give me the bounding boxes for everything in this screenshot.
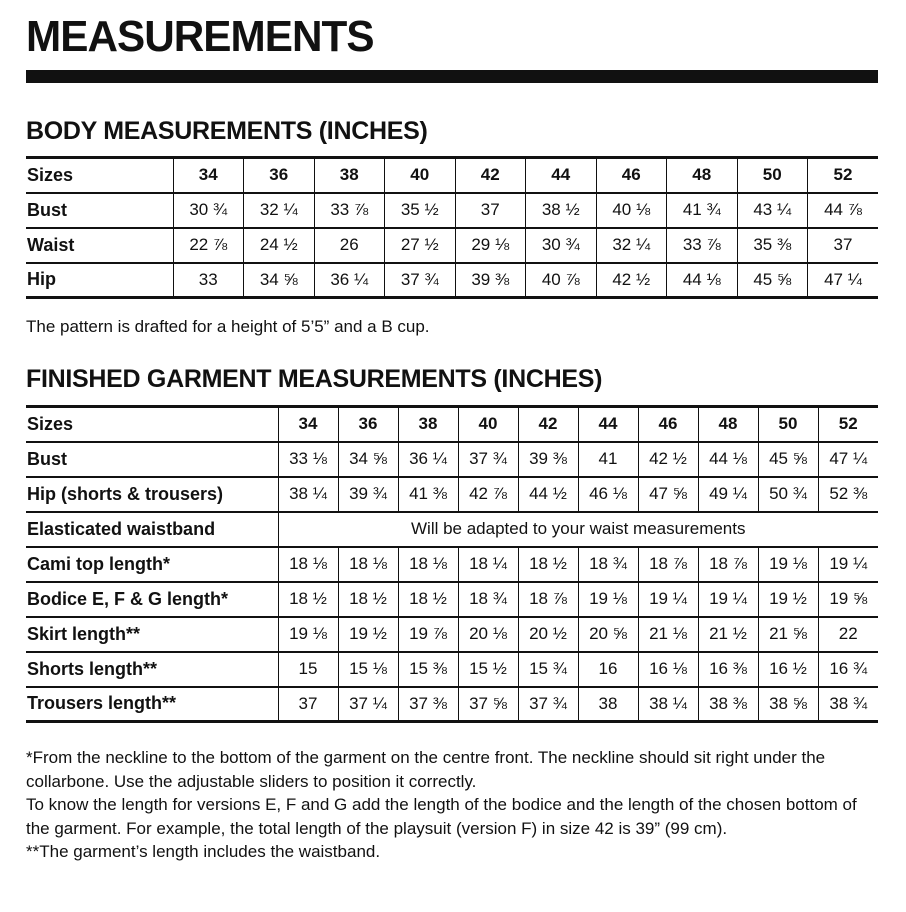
measurement-cell: 37 ¾: [385, 263, 456, 298]
measurement-cell: 41: [578, 442, 638, 477]
size-header-cell: 50: [758, 407, 818, 442]
measurement-cell: 49 ¼: [698, 477, 758, 512]
measurement-cell: 26: [314, 228, 385, 263]
size-header-cell: 34: [278, 407, 338, 442]
row-label: Elasticated waistband: [26, 512, 278, 547]
measurement-cell: 33 ⅛: [278, 442, 338, 477]
body-measurements-title: BODY MEASUREMENTS (INCHES): [26, 117, 428, 145]
body-measurements-header-row: [26, 158, 878, 193]
measurement-cell: 21 ⅛: [638, 617, 698, 652]
measurement-cell: 19 ⅛: [578, 582, 638, 617]
row-label: Waist: [26, 228, 173, 263]
finished-garment-notes: [26, 746, 878, 864]
size-header-cell: 44: [578, 407, 638, 442]
size-header-cell: 52: [818, 407, 878, 442]
measurement-cell: 19 ¼: [818, 547, 878, 582]
measurement-cell: 40 ⅞: [526, 263, 597, 298]
measurement-cell: 15 ¾: [518, 652, 578, 687]
finished-garment-row: [26, 582, 878, 617]
measurement-cell: 18 ¾: [578, 547, 638, 582]
footnote-versions: To know the length for versions E, F and G add the length of the bodice and the length of the chosen bottom of the garment. For example, the total length of the playsuit (version F) in size 42 is 39” (99 cm).: [26, 795, 857, 838]
measurement-cell: 37 ⅝: [458, 687, 518, 722]
measurement-cell: 32 ¼: [244, 193, 315, 228]
sizes-header-label: Sizes: [26, 407, 278, 442]
measurement-cell: 39 ¾: [338, 477, 398, 512]
sizes-header-label: Sizes: [26, 158, 173, 193]
row-label: Hip (shorts & trousers): [26, 477, 278, 512]
measurement-cell: 19 ¼: [638, 582, 698, 617]
measurement-cell: 47 ⅝: [638, 477, 698, 512]
measurement-cell: 34 ⅝: [338, 442, 398, 477]
measurement-cell: 18 ½: [278, 582, 338, 617]
measurement-cell: 37: [808, 228, 879, 263]
measurement-cell: 45 ⅝: [737, 263, 808, 298]
footnote-neckline: *From the neckline to the bottom of the garment on the centre front. The neckline should sit right under the collarbone. Use the adjustable sliders to position it correctly.: [26, 748, 826, 791]
measurement-cell: 19 ½: [338, 617, 398, 652]
size-header-cell: 34: [173, 158, 244, 193]
finished-garment-title: FINISHED GARMENT MEASUREMENTS (INCHES): [26, 365, 603, 393]
title-divider: [26, 70, 878, 83]
size-header-cell: 52: [808, 158, 879, 193]
measurement-cell: 19 ⅛: [758, 547, 818, 582]
size-header-cell: 48: [667, 158, 738, 193]
measurement-cell: 19 ⅝: [818, 582, 878, 617]
finished-garment-header-row: [26, 407, 878, 442]
measurement-cell: 42 ⅞: [458, 477, 518, 512]
size-header-cell: 40: [458, 407, 518, 442]
measurement-cell: 20 ½: [518, 617, 578, 652]
size-header-cell: 38: [398, 407, 458, 442]
measurement-cell: 16 ⅛: [638, 652, 698, 687]
row-label: Bodice E, F & G length*: [26, 582, 278, 617]
measurement-cell: 36 ¼: [398, 442, 458, 477]
page-title: MEASUREMENTS: [26, 12, 374, 61]
measurement-cell: 20 ⅛: [458, 617, 518, 652]
body-measurements-row: [26, 193, 878, 228]
finished-garment-row: [26, 687, 878, 722]
measurement-cell: 37 ⅜: [398, 687, 458, 722]
row-label: Bust: [26, 442, 278, 477]
measurement-cell: 32 ¼: [596, 228, 667, 263]
finished-garment-table: [26, 405, 878, 723]
measurement-cell: 35 ½: [385, 193, 456, 228]
measurement-cell: 47 ¼: [808, 263, 879, 298]
measurement-cell: 18 ⅛: [278, 547, 338, 582]
body-measurements-table: [26, 156, 878, 299]
measurement-cell: 33: [173, 263, 244, 298]
measurement-cell: 44 ⅛: [667, 263, 738, 298]
measurement-cell: 37 ¼: [338, 687, 398, 722]
measurement-cell: 50 ¾: [758, 477, 818, 512]
finished-garment-row: [26, 547, 878, 582]
measurement-cell: 33 ⅞: [314, 193, 385, 228]
footnote-waistband: **The garment’s length includes the waistband.: [26, 842, 381, 862]
row-label: Cami top length*: [26, 547, 278, 582]
measurement-cell: 38 ¾: [818, 687, 878, 722]
row-label: Hip: [26, 263, 173, 298]
measurement-cell: 42 ½: [638, 442, 698, 477]
measurement-cell: 44 ½: [518, 477, 578, 512]
measurement-cell: 29 ⅛: [455, 228, 526, 263]
finished-garment-row: [26, 512, 878, 547]
measurement-cell: 15: [278, 652, 338, 687]
measurement-cell: 18 ½: [518, 547, 578, 582]
measurement-cell: 21 ½: [698, 617, 758, 652]
measurement-cell: 34 ⅝: [244, 263, 315, 298]
measurement-cell: 15 ⅜: [398, 652, 458, 687]
size-header-cell: 42: [518, 407, 578, 442]
measurement-cell: 39 ⅜: [455, 263, 526, 298]
size-header-cell: 46: [596, 158, 667, 193]
measurement-cell: 52 ⅜: [818, 477, 878, 512]
measurement-cell: 20 ⅝: [578, 617, 638, 652]
size-header-cell: 50: [737, 158, 808, 193]
row-label: Shorts length**: [26, 652, 278, 687]
measurement-cell: 18 ⅛: [338, 547, 398, 582]
row-label: Skirt length**: [26, 617, 278, 652]
measurement-cell: 22: [818, 617, 878, 652]
measurement-cell: 18 ¼: [458, 547, 518, 582]
size-header-cell: 40: [385, 158, 456, 193]
measurement-cell: 42 ½: [596, 263, 667, 298]
row-label: Bust: [26, 193, 173, 228]
size-header-cell: 38: [314, 158, 385, 193]
measurement-cell: 38 ⅜: [698, 687, 758, 722]
measurement-cell: 19 ⅞: [398, 617, 458, 652]
measurement-cell: 38: [578, 687, 638, 722]
measurement-cell: 18 ⅞: [698, 547, 758, 582]
body-measurements-row: [26, 263, 878, 298]
measurement-cell: 15 ½: [458, 652, 518, 687]
measurement-cell: 18 ⅞: [638, 547, 698, 582]
size-header-cell: 36: [244, 158, 315, 193]
measurement-cell: 45 ⅝: [758, 442, 818, 477]
measurement-cell: 18 ½: [398, 582, 458, 617]
measurement-cell: 18 ½: [338, 582, 398, 617]
row-label: Trousers length**: [26, 687, 278, 722]
measurement-cell: 38 ½: [526, 193, 597, 228]
measurement-cell: 44 ⅛: [698, 442, 758, 477]
measurement-cell: 19 ⅛: [278, 617, 338, 652]
measurement-cell: 33 ⅞: [667, 228, 738, 263]
measurement-cell: 37: [455, 193, 526, 228]
measurement-cell: 15 ⅛: [338, 652, 398, 687]
measurement-cell: 27 ½: [385, 228, 456, 263]
measurement-cell: 44 ⅞: [808, 193, 879, 228]
body-measurements-note: The pattern is drafted for a height of 5’5” and a B cup.: [26, 317, 430, 336]
measurement-cell: 43 ¼: [737, 193, 808, 228]
size-header-cell: 46: [638, 407, 698, 442]
measurement-cell: 41 ¾: [667, 193, 738, 228]
measurement-cell: 30 ¾: [173, 193, 244, 228]
finished-garment-row: [26, 442, 878, 477]
measurement-cell: 16 ¾: [818, 652, 878, 687]
measurement-cell: 38 ⅝: [758, 687, 818, 722]
finished-garment-row: [26, 652, 878, 687]
measurement-cell: 18 ¾: [458, 582, 518, 617]
size-header-cell: 42: [455, 158, 526, 193]
measurement-cell: 39 ⅜: [518, 442, 578, 477]
measurement-cell: 22 ⅞: [173, 228, 244, 263]
measurement-cell: 24 ½: [244, 228, 315, 263]
measurement-cell: 36 ¼: [314, 263, 385, 298]
measurement-cell: 38 ¼: [638, 687, 698, 722]
body-measurements-row: [26, 228, 878, 263]
measurement-cell: 35 ⅜: [737, 228, 808, 263]
measurement-cell: 46 ⅛: [578, 477, 638, 512]
measurement-cell: 18 ⅛: [398, 547, 458, 582]
measurement-cell: 47 ¼: [818, 442, 878, 477]
measurement-cell: 41 ⅜: [398, 477, 458, 512]
measurement-cell: 37 ¾: [458, 442, 518, 477]
measurement-cell: 37 ¾: [518, 687, 578, 722]
spanning-note-cell: Will be adapted to your waist measurements: [278, 512, 878, 547]
measurement-cell: 21 ⅝: [758, 617, 818, 652]
measurement-cell: 16: [578, 652, 638, 687]
finished-garment-row: [26, 477, 878, 512]
measurement-cell: 16 ⅜: [698, 652, 758, 687]
measurement-cell: 19 ½: [758, 582, 818, 617]
size-header-cell: 44: [526, 158, 597, 193]
measurement-cell: 18 ⅞: [518, 582, 578, 617]
finished-garment-row: [26, 617, 878, 652]
measurement-cell: 30 ¾: [526, 228, 597, 263]
size-header-cell: 48: [698, 407, 758, 442]
measurement-cell: 40 ⅛: [596, 193, 667, 228]
measurement-cell: 19 ¼: [698, 582, 758, 617]
measurement-cell: 37: [278, 687, 338, 722]
measurement-cell: 38 ¼: [278, 477, 338, 512]
measurement-cell: 16 ½: [758, 652, 818, 687]
size-header-cell: 36: [338, 407, 398, 442]
